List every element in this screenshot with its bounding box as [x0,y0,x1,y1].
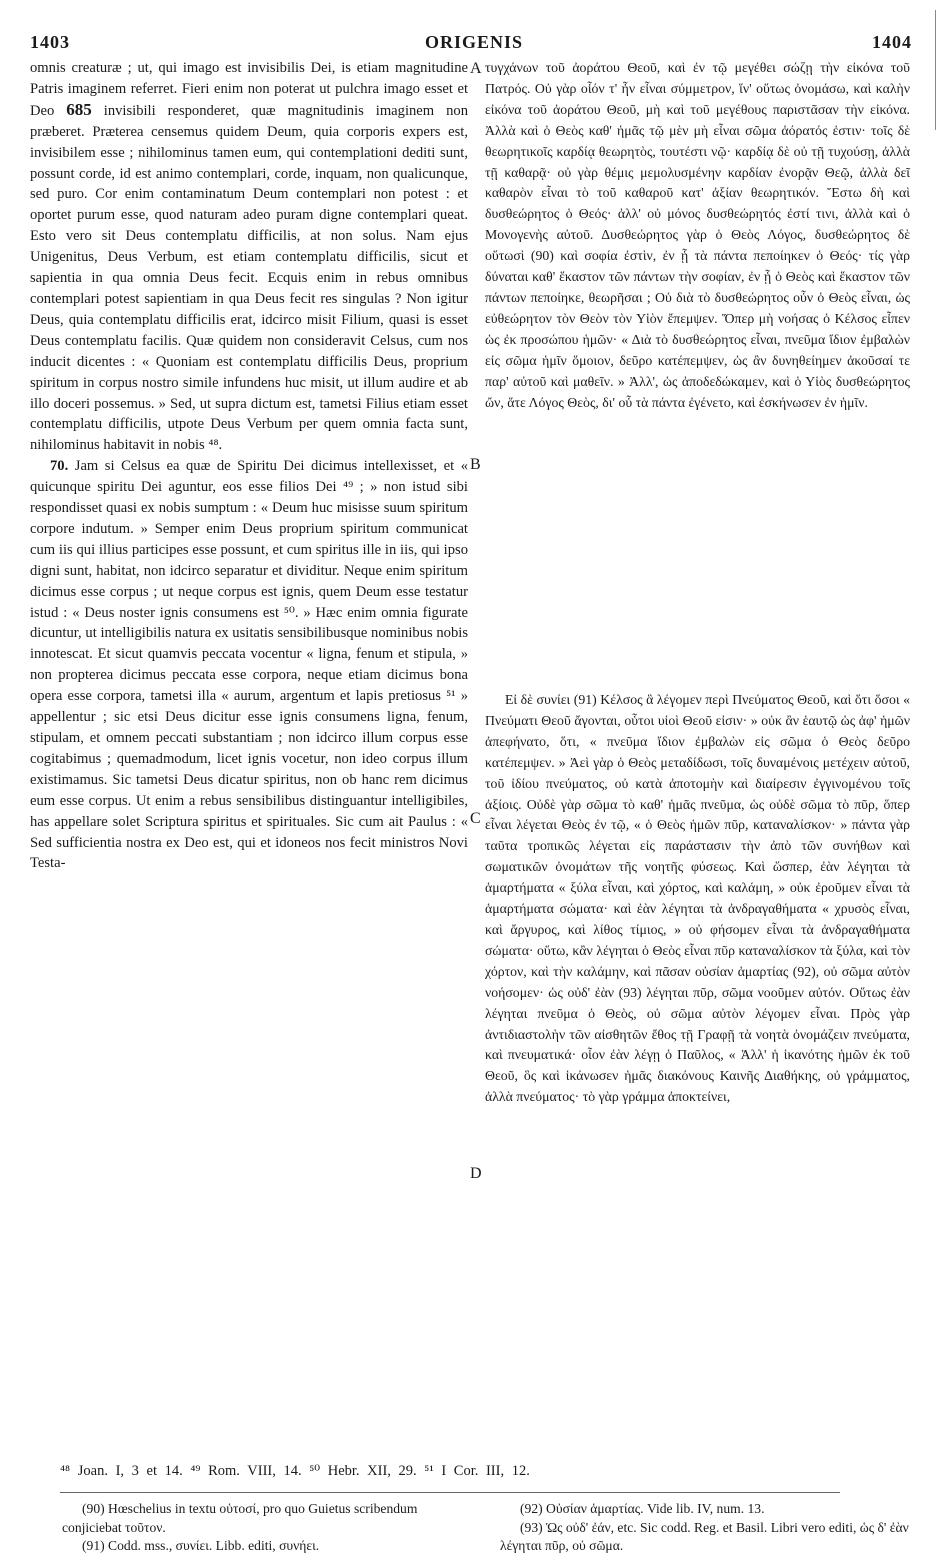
note-93: (93) Ὡς οὐδ' ἐάν, etc. Sic codd. Reg. et Basil. Libri vero editi, ὡς δ' ἐὰν λέγηται πῦρ, οὐ σῶμα. [500,1519,909,1553]
greek-column-bottom [485,690,910,1108]
scripture-references: ⁴⁸ Joan. I, 3 et 14. ⁴⁹ Rom. VIII, 14. ⁵⁰ Hebr. XII, 29. ⁵¹ I Cor. III, 12. [60,1463,530,1479]
scan-edge-line [935,10,936,130]
greek-text-2: Εἰ δὲ συνίει (91) Κέλσος ἃ λέγομεν περὶ Πνεύματος Θεοῦ, καὶ ὅτι ὅσοι « Πνεύματι Θεοῦ ἄγονται, οὗτοι υἱοὶ Θεοῦ εἰσιν· » οὐκ ἂν ἑαυτῷ ὡς ἀφ' ἡμῶν ἀπεφήνατο, ὅτι, « πνεῦμα ἴδιον ἐμβαλὼν εἰς σῶμα ὁ Θεὸς δεῦρο κατέπεμψεν. » Ἀεὶ γὰρ ὁ Θεὸς μεταδίδωσι, τοῖς δυναμένοις μετέχειν αὐτοῦ, τοῦ ἰδίου πνεύματος, οὐ κατὰ ἀποτομὴν καὶ διαίρεσιν ἐγγινομένου τοῖς ἀξίοις. Οὐδὲ γὰρ σῶμα τὸ καθ' ἡμᾶς πνεῦμα, ὡς οὐδὲ σῶμα τὸ πῦρ, ὅπερ εἶναι λέγεται Θεὸς ἐν τῷ, « ὁ Θεὸς ἡμῶν πῦρ, καταναλίσκον· » πάντα γὰρ ταῦτα τροπικῶς λέγεται εἰς παράστασιν τὴν ἀπὸ τῶν συνήθων καὶ σωματικῶν ὀνομάτων τῆς νοητῆς φύσεως. Καὶ ὥσπερ, ἐὰν λέγηται τὰ ἁμαρτήματα « ξύλα εἶναι, καὶ χόρτος, καὶ καλάμη, » οὐκ ἐροῦμεν εἶναι τὰ ἁμαρτήματα σώματα· καὶ ἐὰν λέγηται τὰ ἀνδραγαθήματα « χρυσὸς εἶναι, καὶ ἄργυρος, καὶ λίθος τίμιος, » οὐ φήσομεν εἶναι τὰ ἀνδραγαθήματα σώματα· οὕτω, κἂν λέγηται ὁ Θεὸς εἶναι πῦρ καταναλίσκον τὰ ξύλα, καὶ τὸν χόρτον, καὶ τὴν καλάμην, καὶ πᾶσαν οὐσίαν ἁμαρτίας (92), οὐ σῶμα αὐτὸν νοήσομεν· ὡς οὐδ' ἐὰν (93) λέγηται πῦρ, σῶμα νοοῦμεν αὐτόν. Οὕτως ἐὰν λέγηται πνεῦμα ὁ Θεὸς, οὐ σῶμα αὐτὸν λέγομεν εἶναι. Πρὸς γὰρ ἀντιδιαστολὴν τῶν αἰσθητῶν ἔθος τῇ Γραφῇ τὰ νοητὰ ὀνομάζειν πνεύματα, καὶ πνευματικά· οἷον ἐὰν λέγῃ ὁ Παῦλος, « Ἀλλ' ἡ ἱκανότης ἡμῶν ἐκ τοῦ Θεοῦ, ὃς καὶ ἱκάνωσεν ἡμᾶς διακόνους Καινῆς Διαθήκης, οὐ γράμματος, ἀλλὰ πνεύματος· τὸ γὰρ γράμμα ἀποκτείνει, [485,692,910,1105]
latin-column [30,58,468,874]
greek-column-top [485,58,910,413]
margin-letter-a: A [470,60,482,77]
latin-part1: omnis creaturæ ; ut, qui imago est invisibilis Dei, is etiam magnitudine Patris imaginem referret. Fieri enim non poterat ut pulchra imago esset et Deo [30,60,468,119]
latin-part3: Jam si Celsus ea quæ de Spiritu Dei dicimus intellexisset, et « quicunque spiritu Dei aguntur, eos esse filios Dei ⁴⁹ ; » non istud sibi respondisset quasi ex nobis sumptum : « Deum huc misisse suum spiritum corpore indutum. » Semper enim Deus proprium spiritum communicat cum iis qui illius participes esse possunt, et cum spiritus ille in iis, qui ipso digni sunt, habitat, non idcirco separatur et dividitur. Neque enim spiritum dicimus esse corpus ; ut neque corpus est ignis, quem Deum esse testatur istud : « Deus noster ignis consumens est ⁵⁰. » Hæc enim omnia figurate dicuntur, ut intelligibilis natura ex usitatis sensibilibusque nominibus nobis innotescat. Et sicut quamvis peccata vocentur « ligna, fenum et stipula, » non propterea dicimus peccata esse corpora, neque etiam dicimus bona opera esse corpora, tametsi illa « aurum, argentum et lapis pretiosus ⁵¹ » appellentur ; sic etsi Deus dicitur esse ignis consumens ligna, fenum, stipulam, et omnem peccati substantiam ; non idcirco illum corpus esse cogitabimus ; quemadmodum, licet ignis vocetur, non ideo corpus illum existimamus. Sic tametsi Deus dicatur spiritus, non ob hanc rem dicimus eum esse corpus. Ut enim a rebus sensibilibus distinguantur intelligibiles, has appellare solet Scriptura spiritus et spirituales. Sic cum ait Paulus : « Sed sufficientia nostra ex Deo est, qui et idoneos nos fecit ministros Novi Testa- [30,458,468,872]
note-92: (92) Οὐσίαν ἁμαρτίας. Vide lib. IV, num. 13. [520,1501,765,1516]
left-page-number: 1403 [30,32,70,52]
margin-letter-c: C [470,810,481,827]
running-title: ORIGENIS [425,32,524,52]
latin-section-70 [30,456,468,874]
section-number: 70. [50,458,69,475]
latin-text [30,58,468,456]
margin-letter-b: B [470,456,481,473]
notes-left [62,1500,462,1556]
note-90: (90) Hœschelius in textu οὑτοσί, pro quo Guietus scribendum conjiciebat τοῦτον. [62,1501,418,1535]
margin-letter-d: D [470,1165,482,1182]
notes-divider [60,1492,840,1493]
latin-part2: invisibili responderet, quæ magnitudinis imaginem non præberet. Præterea censemus quidem Deum, quia corporis expers est, invisibilem esse ; nihilominus tamen eum, qui contemplationi dediti sunt, possunt corde, id est animo contemplari, corde, inquam, non qualicunque, sed puro. Cor enim contaminatum Deum contemplari non potest : et oportet purum esse, quod naturam adeo puram digne contemplari queat. Esto vero sit Deus contemplatu difficilis, at non solus. Nam ejus Unigenitus, Deus Verbum, est etiam contemplatu difficilis, sicut et sapientia in qua omnia Deus fecit. Ecquis enim in rebus omnibus contemplari potest sapientiam in qua Deus fecit res singulas ? Non igitur Deus, quia contemplatu difficilis erat, idcirco misit Filium, quasi is esset Deus contemplatu facilis. Quæ quidem non consideravit Celsus, cum nos inducit dicentes : « Quoniam est contemplatu difficilis Deus, proprium spiritum in corpus nostro simile infundens huc misit, ut illum audire et ab illo doceri possemus. » Sed, ut supra dictum est, tametsi Filius etiam esset contemplatu difficilis, utpote Deus Verbum per quem omnia facta sunt, nihilominus habitavit in nobis ⁴⁸. [30,102,468,454]
column-number: 685 [66,99,92,119]
notes-right [500,1500,920,1556]
greek-text-1: τυγχάνων τοῦ ἀοράτου Θεοῦ, καὶ ἐν τῷ μεγέθει σώζῃ τὴν εἰκόνα τοῦ Πατρός. Οὐ γὰρ οἷόν τ' ἦν εἶναι σύμμετρον, ἵν' οὕτως ὀνομάσω, καὶ καλὴν εἰκόνα τοῦ ἀοράτου Θεοῦ, μὴ καὶ τοῦ μεγέθους παριστᾶσαν τὴν εἰκόνα. Ἀλλὰ καὶ ὁ Θεὸς καθ' ἡμᾶς τῷ μὲν μὴ εἶναι σῶμα ἀόρατός ἐστιν· τοῖς δὲ θεωρητικοῖς καρδίᾳ θεωρητὸς, τουτέστι νῷ· καρδίᾳ δὲ οὐ τῇ τυχούσῃ, ἀλλὰ τῇ καθαρᾷ· οὐ γὰρ θέμις μεμολυσμένην καρδίαν ἐνορᾷν Θεῷ, ἀλλὰ δεῖ καθαρὸν εἶναι τὸ τοῦ καθαροῦ κατ' ἀξίαν θεωρητικόν. Ἔστω δὴ καὶ δυσθεώρητος ὁ Θεός· ἀλλ' οὐ μόνος δυσθεώρητός ἐστί τινι, ἀλλὰ καὶ ὁ Μονογενὴς αὐτοῦ. Δυσθεώρητος γὰρ ὁ Θεὸς Λόγος, δυσθεώρητος δὲ οὕτωσὶ (90) καὶ σοφία ἐστὶν, ἐν ᾗ τὰ πάντα πεποίηκεν ὁ Θεός· τίς γὰρ δύναται καθ' ἕκαστον τῶν πάντων τὴν σοφίαν, ἐν ᾗ ὁ Θεὸς καὶ ἕκαστον τῶν πάντων πεποίηκε, θεωρῆσαι ; Οὐ διὰ τὸ δυσθεώρητος οὖν ὁ Θεὸς εἶναι, ὡς εὐθεώρητον τὸν Θεὸν τὸν Υἱὸν ἔπεμψεν. Ὅπερ μὴ νοήσας ὁ Κέλσος εἶπεν ὡς ἐκ προσώπου ἡμῶν· « Διὰ τὸ δυσθεώρητος εἶναι, πνεῦμα ἴδιον ἐμβαλὼν εἰς σῶμα ἡμῖν ὅμοιον, δεῦρο κατέπεμψεν, ὡς ἂν δυνηθείημεν ἀκοῦσαί τε παρ' αὐτοῦ καὶ μαθεῖν. » Ἀλλ', ὡς ἀποδεδώκαμεν, καὶ ὁ Υἱὸς δυσθεώρητος ὤν, ἅτε Λόγος Θεὸς, δι' οὗ τὰ πάντα ἐγένετο, καὶ ἐσκήνωσεν ἐν ἡμῖν. [485,60,910,410]
note-91: (91) Codd. mss., συνίει. Libb. editi, συνήει. [82,1538,320,1553]
right-page-number: 1404 [872,32,912,52]
